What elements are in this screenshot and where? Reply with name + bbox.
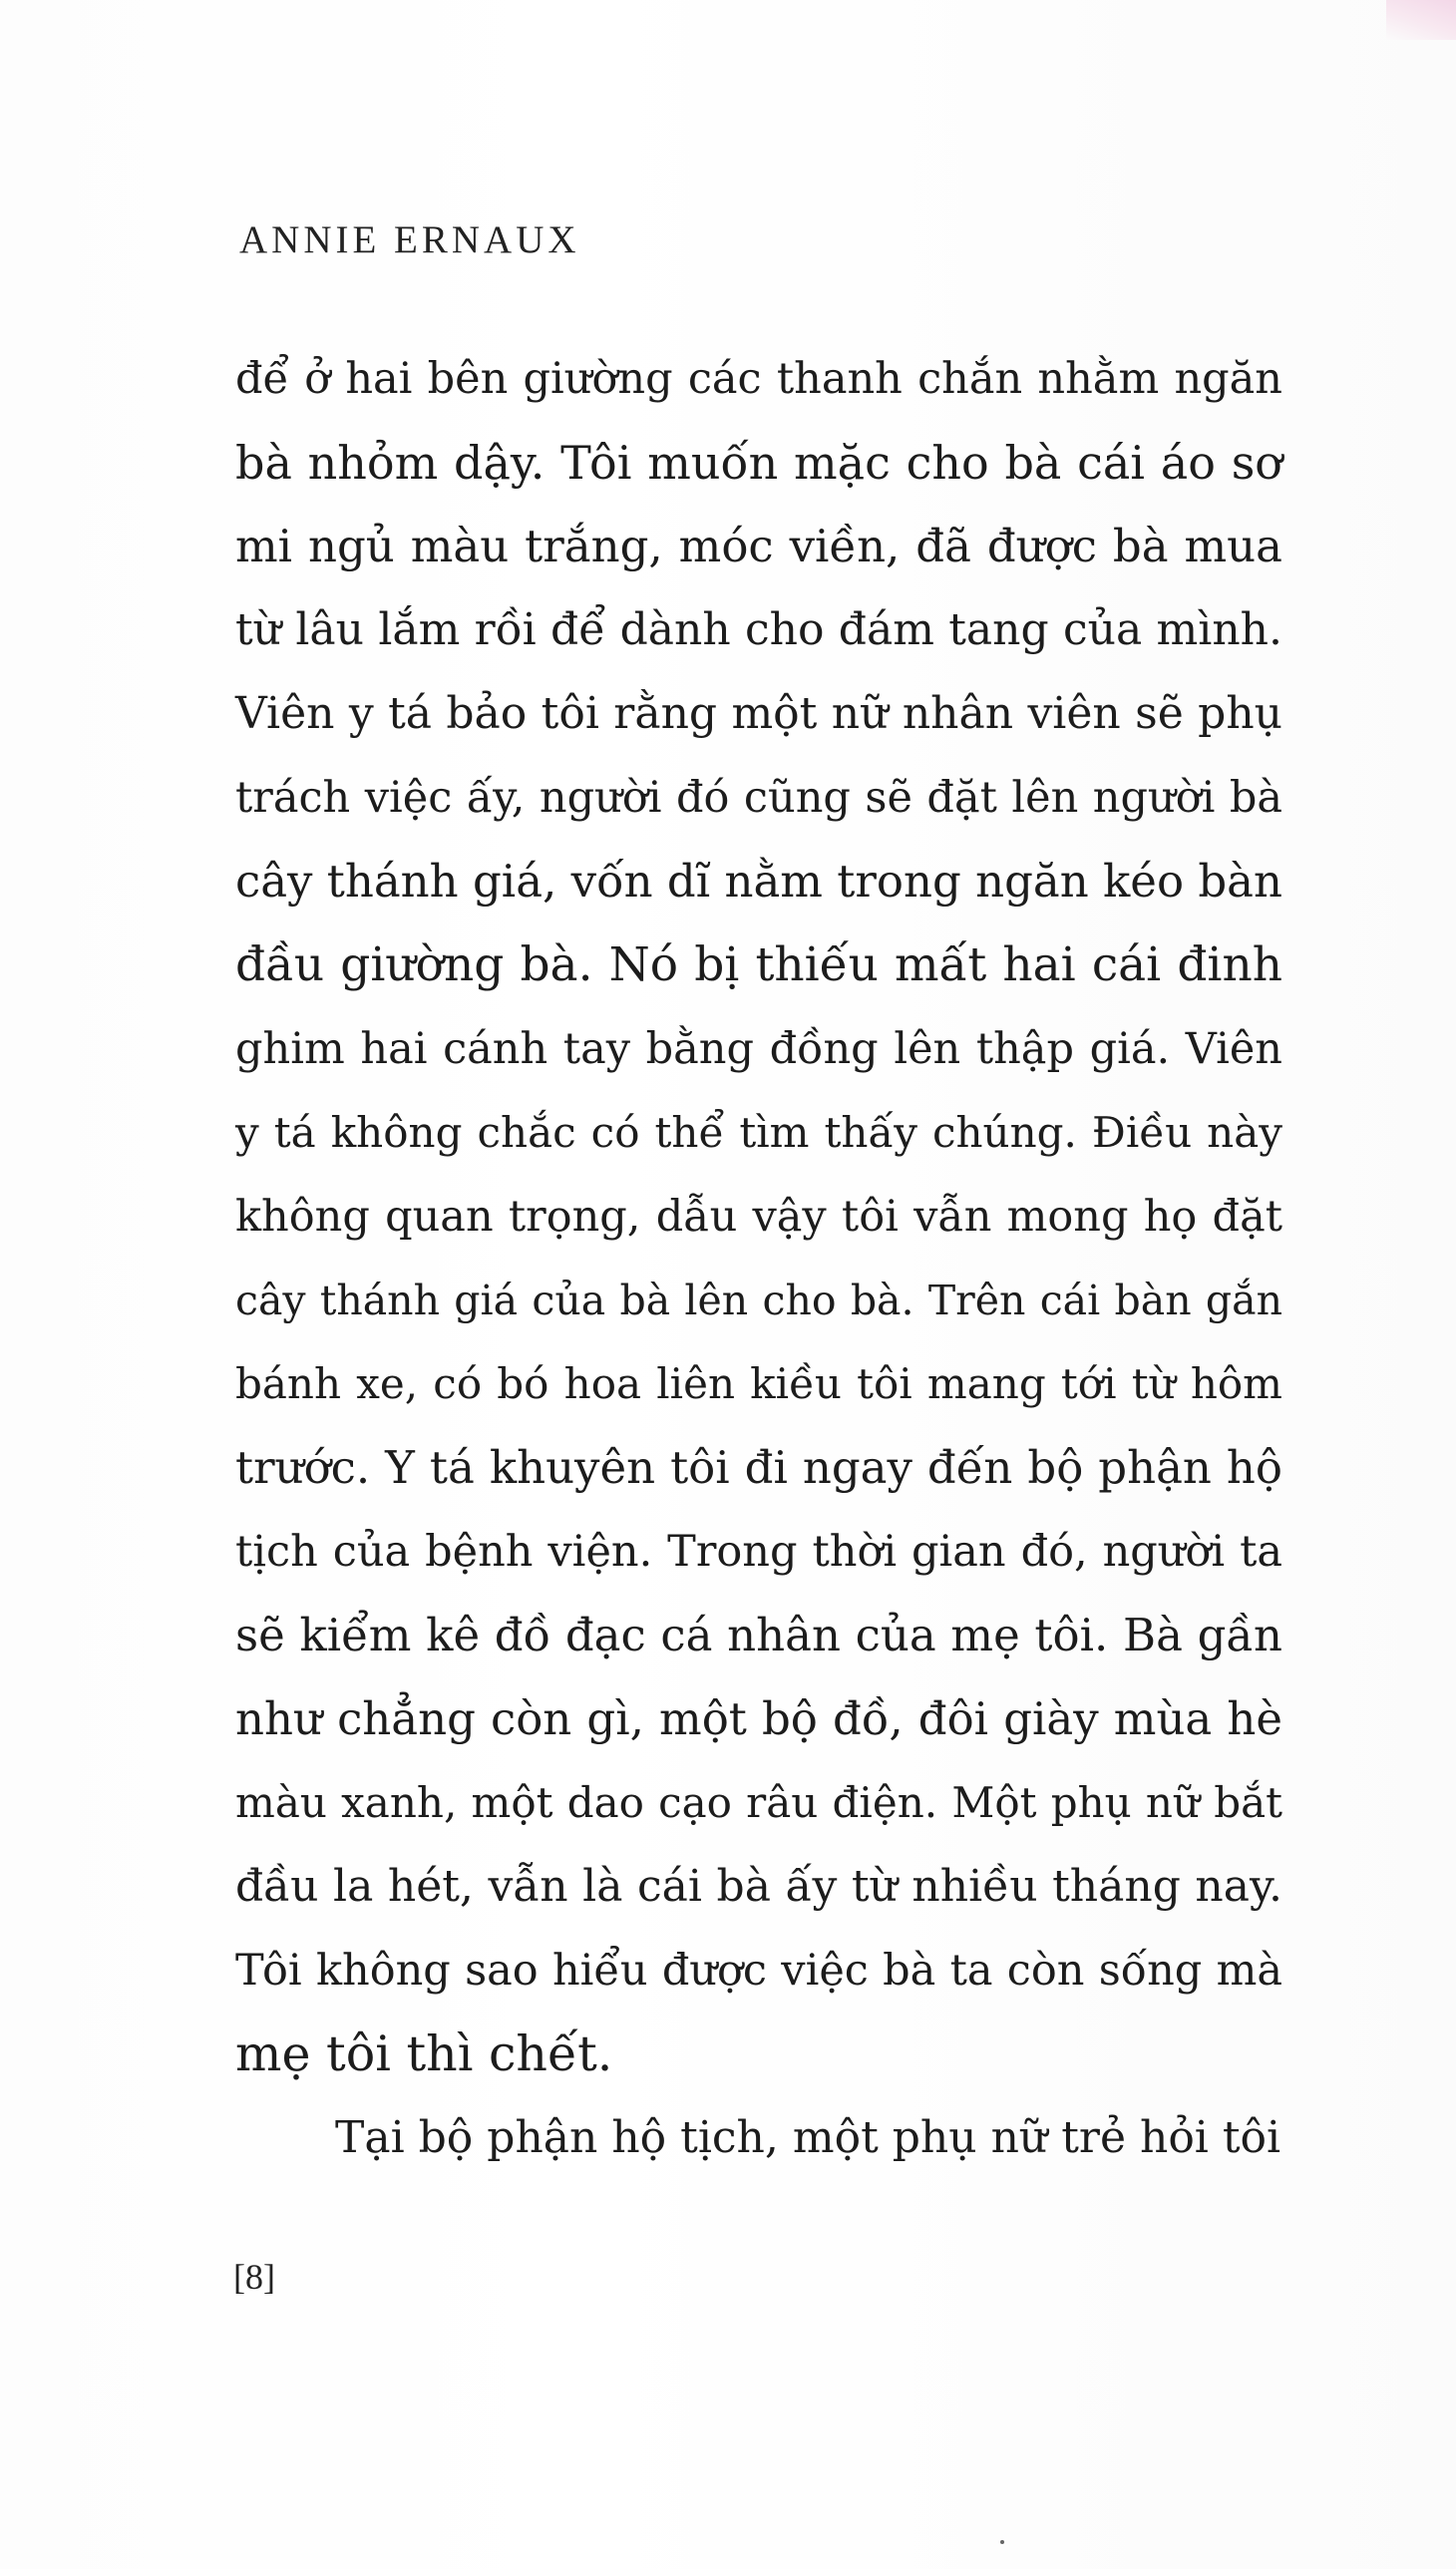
text-line: Viên y tá bảo tôi rằng một nữ nhân viên sẽ phụ	[235, 688, 1282, 739]
text-line: tịch của bệnh viện. Trong thời gian đó, người ta	[235, 1527, 1282, 1577]
text-line: y tá không chắc có thể tìm thấy chúng. Điều này	[235, 1108, 1282, 1157]
text-line: đầu la hét, vẫn là cái bà ấy từ nhiều tháng nay.	[235, 1861, 1282, 1912]
text-line: cây thánh giá, vốn dĩ nằm trong ngăn kéo bàn	[235, 855, 1282, 908]
text-line: bánh xe, có bó hoa liên kiều tôi mang tới từ hôm	[235, 1359, 1282, 1408]
text-line: sẽ kiểm kê đồ đạc cá nhân của mẹ tôi. Bà gần	[235, 1609, 1282, 1661]
page-number: [8]	[233, 2257, 275, 2297]
text-line: màu xanh, một dao cạo râu điện. Một phụ nữ bắt	[235, 1778, 1282, 1827]
text-line: cây thánh giá của bà lên cho bà. Trên cái bàn gắn	[235, 1277, 1282, 1324]
text-line-paragraph-end: mẹ tôi thì chết.	[235, 2025, 613, 2082]
text-line: đầu giường bà. Nó bị thiếu mất hai cái đinh	[235, 937, 1282, 992]
text-line: ghim hai cánh tay bằng đồng lên thập giá. Viên	[235, 1024, 1282, 1074]
text-line: để ở hai bên giường các thanh chắn nhằm ngăn	[235, 354, 1282, 404]
corner-color-mark	[1386, 0, 1456, 40]
text-line: trách việc ấy, người đó cũng sẽ đặt lên người bà	[235, 773, 1282, 823]
text-line-paragraph-start: Tại bộ phận hộ tịch, một phụ nữ trẻ hỏi tôi	[335, 2112, 1281, 2163]
text-line: như chẳng còn gì, một bộ đồ, đôi giày mùa hè	[235, 1692, 1282, 1745]
body-text	[235, 337, 1282, 2180]
text-line: từ lâu lắm rồi để dành cho đám tang của mình.	[235, 604, 1282, 655]
text-line: bà nhỏm dậy. Tôi muốn mặc cho bà cái áo sơ	[235, 436, 1282, 490]
text-line: Tôi không sao hiểu được việc bà ta còn sống mà	[235, 1946, 1282, 1996]
paper-speck	[1000, 2540, 1004, 2544]
running-head-author: ANNIE ERNAUX	[239, 218, 580, 261]
text-line: trước. Y tá khuyên tôi đi ngay đến bộ phận hộ	[235, 1441, 1282, 1494]
text-line: mi ngủ màu trắng, móc viền, đã được bà mua	[235, 520, 1282, 572]
text-line: không quan trọng, dẫu vậy tôi vẫn mong họ đặt	[235, 1192, 1282, 1242]
